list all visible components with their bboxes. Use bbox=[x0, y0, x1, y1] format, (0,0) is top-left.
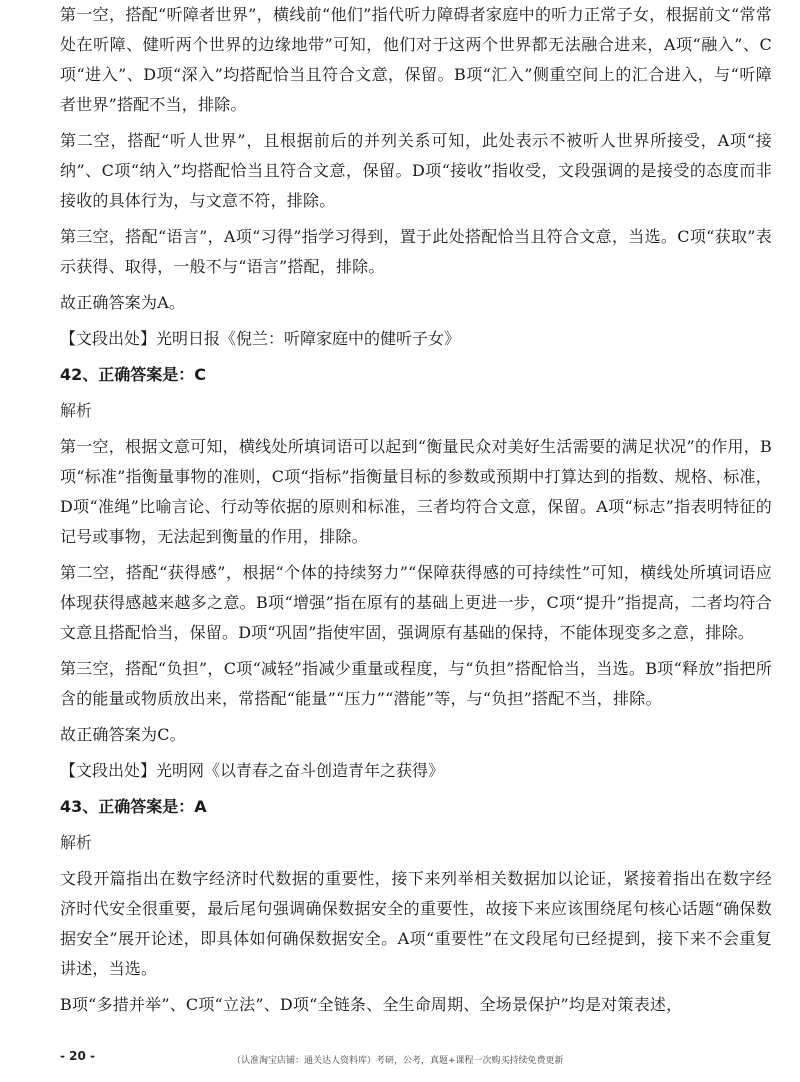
q41-paragraph-1: 第一空，搭配“听障者世界”，横线前“他们”指代听力障碍者家庭中的听力正常子女，根据前文“常常处在听障、健听两个世界的边缘地带”可知，他们对于这两个世界都无法融合进来，A项“融入”、C项“进入”、D项“深入”均搭配恰当且符合文意，保留。B项“汇入”侧重空间上的汇合进入，与“听障者世界”搭配不当，排除。 bbox=[60, 5, 772, 114]
footer-note: （认准淘宝店铺：通关达人资料库）考研，公考，真题+课程一次购买持续免费更新 bbox=[232, 1056, 564, 1066]
q43-paragraph-2: B项“多措并举”、C项“立法”、D项“全链条、全生命周期、全场景保护”均是对策表述， bbox=[60, 995, 683, 1014]
q42-analysis-label: 解析 bbox=[60, 401, 93, 420]
q41-source: 【文段出处】光明日报《倪兰：听障家庭中的健听子女》 bbox=[60, 329, 461, 348]
q42-paragraph-1: 第一空，根据文意可知，横线处所填词语可以起到“衡量民众对美好生活需要的满足状况”的作用，B项“标准”指衡量事物的准则，C项“指标”指衡量目标的参数或预期中打算达到的指数、规格、标准，D项“准绳”比喻言论、行动等依据的原则和标准，三者均符合文意，保留。A项“标志”指表明特征的记号或事物，无法起到衡量的作用，排除。 bbox=[60, 437, 772, 546]
document-page bbox=[60, 0, 772, 1026]
q43-analysis-label: 解析 bbox=[60, 833, 93, 852]
q41-paragraph-2: 第二空，搭配“听人世界”，且根据前后的并列关系可知，此处表示不被听人世界所接受，A项“接纳”、C项“纳入”均搭配恰当且符合文意，保留。D项“接收”指收受，文段强调的是接受的态度而非接收的具体行为，与文意不符，排除。 bbox=[60, 131, 772, 210]
q43-paragraph-1: 文段开篇指出在数字经济时代数据的重要性，接下来列举相关数据加以论证，紧接着指出在数字经济时代安全很重要，最后尾句强调确保数据安全的重要性，故接下来应该围绕尾句核心话题“确保数据安全”展开论述，即具体如何确保数据安全。A项“重要性”在文段尾句已经提到，接下来不会重复讲述，当选。 bbox=[60, 869, 772, 978]
q42-heading: 42、正确答案是：C bbox=[60, 365, 207, 384]
q42-source: 【文段出处】光明网《以青春之奋斗创造青年之获得》 bbox=[60, 761, 445, 780]
q41-answer: 故正确答案为A。 bbox=[60, 293, 186, 312]
q41-paragraph-3: 第三空，搭配“语言”，A项“习得”指学习得到，置于此处搭配恰当且符合文意，当选。C项“获取”表示获得、取得，一般不与“语言”搭配，排除。 bbox=[60, 227, 772, 276]
q42-paragraph-2: 第二空，搭配“获得感”，根据“个体的持续努力”“保障获得感的可持续性”可知，横线处所填词语应体现获得感越来越多之意。B项“增强”指在原有的基础上更进一步，C项“提升”指提高，二者均符合文意且搭配恰当，保留。D项“巩固”指使牢固，强调原有基础的保持，不能体现变多之意，排除。 bbox=[60, 563, 772, 642]
q42-answer: 故正确答案为C。 bbox=[60, 725, 186, 744]
q43-heading: 43、正确答案是：A bbox=[60, 797, 207, 816]
page-number: - 20 - bbox=[60, 1049, 96, 1063]
q42-paragraph-3: 第三空，搭配“负担”，C项“减轻”指减少重量或程度，与“负担”搭配恰当，当选。B项“释放”指把所含的能量或物质放出来，常搭配“能量”“压力”“潜能”等，与“负担”搭配不当，排除。 bbox=[60, 659, 772, 708]
